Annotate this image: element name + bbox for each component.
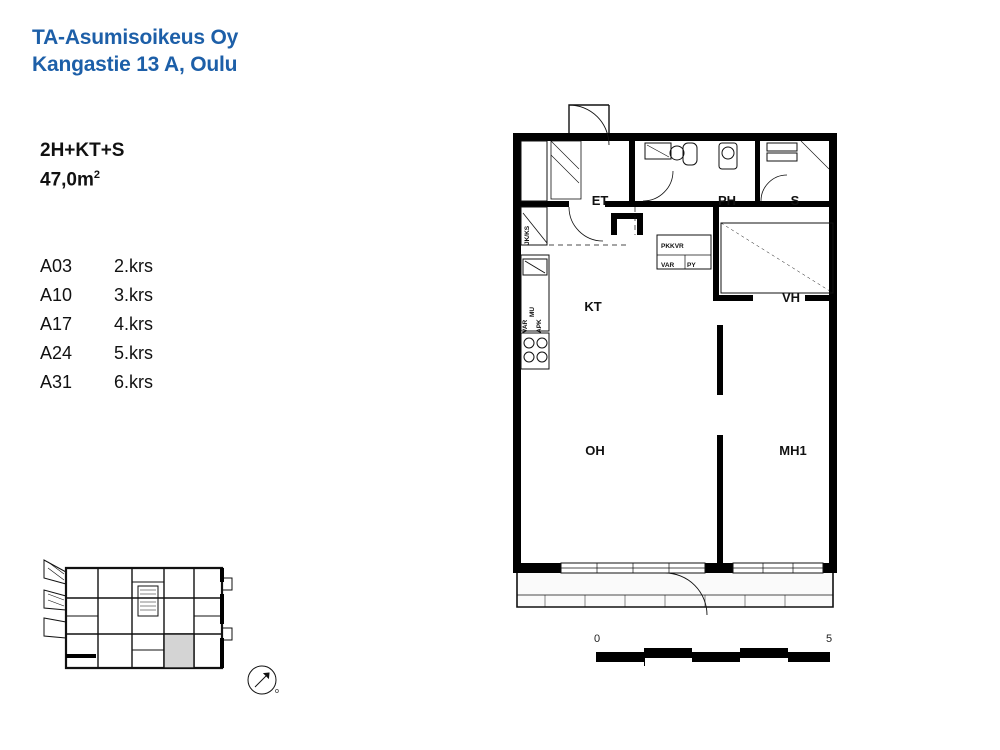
apartment-type-block bbox=[40, 138, 124, 192]
unit-floor: 5.krs bbox=[114, 343, 154, 363]
scale-end-label: 5 bbox=[826, 633, 833, 645]
list-item bbox=[40, 368, 194, 397]
unit-floor: 4.krs bbox=[114, 314, 154, 334]
unit-floor: 6.krs bbox=[114, 372, 154, 392]
key-plan-drawing bbox=[36, 538, 236, 698]
apartment-area bbox=[40, 163, 124, 192]
list-item bbox=[40, 339, 194, 368]
list-item bbox=[40, 281, 194, 310]
room-label-et: ET bbox=[591, 193, 609, 208]
key-plan-highlight bbox=[164, 634, 194, 668]
annotation-pkkvr: PKKVR bbox=[661, 243, 684, 250]
annotation-py: PY bbox=[687, 262, 696, 269]
list-item bbox=[40, 310, 194, 339]
page-title bbox=[32, 24, 238, 78]
room-label-oh: OH bbox=[585, 443, 605, 458]
floor-plan bbox=[505, 95, 865, 625]
room-label-vh: VH bbox=[781, 290, 801, 305]
unit-floor: 3.krs bbox=[114, 285, 154, 305]
compass-icon bbox=[244, 662, 284, 702]
room-label-ph: PH bbox=[717, 193, 737, 208]
unit-code: A31 bbox=[40, 372, 73, 392]
annotation-mu: MU bbox=[529, 306, 536, 317]
room-label-kt: KT bbox=[584, 299, 602, 314]
annotation-var-hall: VAR bbox=[661, 262, 675, 269]
svg-text:o: o bbox=[275, 688, 279, 695]
unit-list bbox=[40, 252, 194, 397]
unit-code: A24 bbox=[40, 343, 73, 363]
scale-start-label: 0 bbox=[594, 633, 601, 645]
key-plan bbox=[36, 538, 236, 698]
scale-bar bbox=[588, 630, 838, 670]
room-label-s: S bbox=[790, 193, 800, 208]
apartment-type: 2H+KT+S bbox=[40, 140, 125, 161]
floor-plan-drawing bbox=[505, 95, 865, 625]
company-name: TA-Asumisoikeus Oy bbox=[32, 26, 239, 49]
apartment-area-value: 47,0m bbox=[40, 169, 94, 191]
unit-code: A17 bbox=[40, 314, 73, 334]
annotation-var-kitchen: VAR bbox=[522, 319, 529, 333]
annotation-jkks: JK/KS bbox=[524, 225, 531, 245]
apartment-area-exponent: 2 bbox=[93, 169, 100, 181]
unit-code: A03 bbox=[40, 256, 73, 276]
unit-floor: 2.krs bbox=[114, 256, 154, 276]
property-address: Kangastie 13 A, Oulu bbox=[32, 53, 238, 76]
unit-code: A10 bbox=[40, 285, 73, 305]
room-label-mh1: MH1 bbox=[779, 443, 807, 458]
list-item bbox=[40, 252, 194, 281]
annotation-apk: APK bbox=[536, 319, 543, 333]
